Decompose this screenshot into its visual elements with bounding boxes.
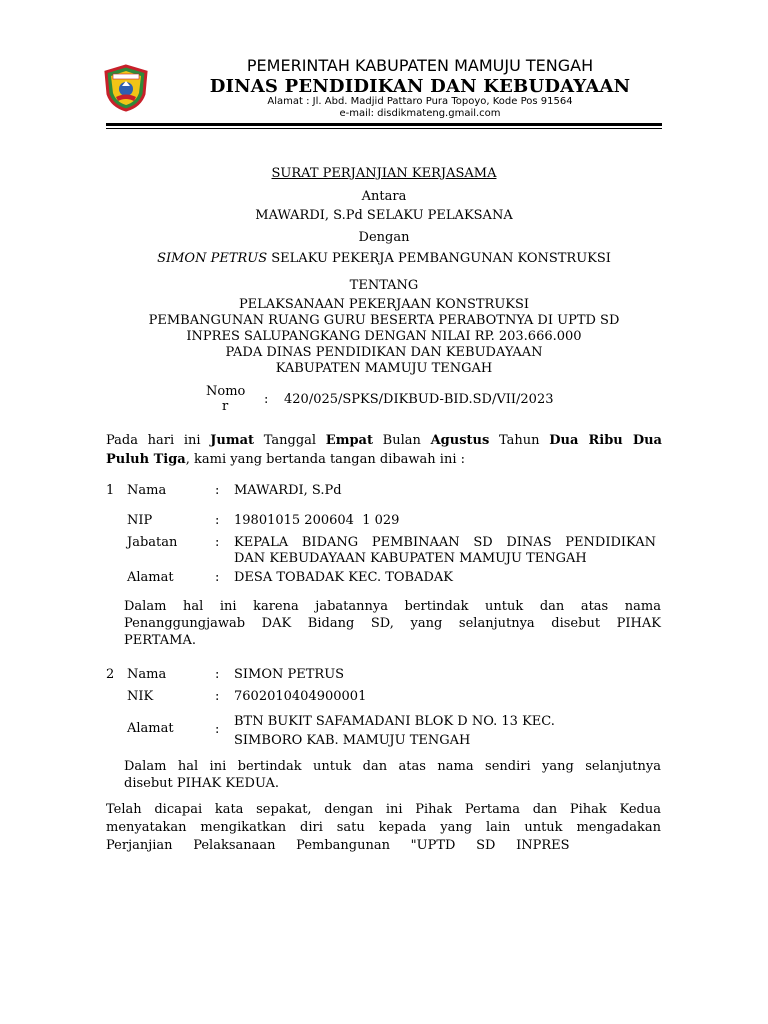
nomor-label — [206, 384, 245, 414]
intro-date: Empat — [325, 433, 373, 448]
party1-value-jabatan — [234, 535, 656, 567]
letterhead-rule-thin — [106, 128, 662, 129]
intro-year-cont: Puluh Tiga — [106, 452, 186, 467]
party1-colon: : — [215, 513, 220, 528]
party1-paragraph — [124, 598, 661, 649]
party2-colon: : — [215, 667, 220, 682]
office-email: e-mail: disdikmateng.gmail.com — [339, 108, 501, 119]
intro-text: Bulan — [372, 433, 431, 448]
subject-line: PEMBANGUNAN RUANG GURU BESERTA PERABOTNYA DI UPTD SD — [148, 313, 620, 328]
intro-year: Dua Ribu Dua — [549, 433, 662, 448]
intro-text: Tanggal — [254, 433, 326, 448]
party1-label-nip: NIP — [127, 513, 153, 528]
party1-label-jabatan: Jabatan — [127, 535, 178, 550]
jabatan-line: DAN KEBUDAYAAN KABUPATEN MAMUJU TENGAH — [234, 551, 587, 566]
intro-text: Tahun — [489, 433, 550, 448]
party2-paragraph — [124, 758, 661, 792]
party1-value-name: MAWARDI, S.Pd — [234, 483, 342, 498]
party2-heading — [0, 251, 768, 266]
subject-line: INPRES SALUPANGKANG DENGAN NILAI RP. 203.666.000 — [186, 329, 582, 344]
party2-label-name: Nama — [127, 667, 167, 682]
nomor-colon: : — [264, 392, 269, 407]
closing-paragraph — [106, 801, 661, 855]
party1-label-alamat: Alamat — [127, 570, 174, 585]
subject-line: PELAKSANAAN PEKERJAAN KONSTRUKSI — [238, 297, 530, 312]
party2-value-name: SIMON PETRUS — [234, 667, 345, 682]
paragraph-line: Dalam hal ini karena jabatannya bertindak untuk dan atas nama — [124, 599, 661, 614]
party2-colon: : — [215, 722, 220, 737]
intro-line — [106, 450, 662, 469]
jabatan-line: KEPALA BIDANG PEMBINAAN SD DINAS PENDIDIKAN — [234, 535, 656, 550]
party2-colon: : — [215, 689, 220, 704]
party2-label-nik: NIK — [127, 689, 154, 704]
party1-label-name: Nama — [127, 483, 167, 498]
paragraph-line: Perjanjian Pelaksanaan Pembangunan "UPTD SD INPRES — [106, 838, 570, 853]
party2-number: 2 — [106, 667, 115, 682]
regency-logo — [104, 64, 148, 112]
paragraph-line: disebut PIHAK KEDUA. — [124, 776, 280, 791]
alamat-line: BTN BUKIT SAFAMADANI BLOK D NO. 13 KEC. — [234, 714, 555, 729]
government-name: PEMERINTAH KABUPATEN MAMUJU TENGAH — [246, 56, 594, 75]
alamat-line: SIMBORO KAB. MAMUJU TENGAH — [234, 733, 471, 748]
party2-heading-name: SIMON PETRUS — [157, 251, 268, 266]
party1-number: 1 — [106, 483, 115, 498]
intro-paragraph — [106, 431, 662, 469]
intro-text: , kami yang bertanda tangan dibawah ini : — [185, 452, 466, 467]
nomor-value: 420/025/SPKS/DIKBUD-BID.SD/VII/2023 — [284, 392, 554, 407]
party2-heading-role: SELAKU PEKERJA PEMBANGUNAN KONSTRUKSI — [267, 251, 611, 266]
paragraph-line: Telah dicapai kata sepakat, dengan ini Pihak Pertama dan Pihak Kedua — [106, 802, 661, 817]
subject-line: KABUPATEN MAMUJU TENGAH — [275, 361, 493, 376]
paragraph-line: Penanggungjawab DAK Bidang SD, yang selanjutnya disebut PIHAK — [124, 616, 661, 631]
document-title: SURAT PERJANJIAN KERJASAMA — [271, 166, 497, 181]
subject-line: PADA DINAS PENDIDIKAN DAN KEBUDAYAAN — [225, 345, 543, 360]
party1-colon: : — [215, 535, 220, 550]
party1-colon: : — [215, 483, 220, 498]
letterhead-rule-thick — [106, 123, 662, 126]
intro-text: Pada hari ini — [106, 433, 211, 448]
intro-month: Agustus — [430, 433, 490, 448]
intro-day: Jumat — [210, 433, 255, 448]
party1-value-nip: 19801015 200604 1 029 — [234, 513, 400, 528]
office-address: Alamat : Jl. Abd. Madjid Pattaro Pura Topoyo, Kode Pos 91564 — [267, 96, 573, 107]
office-name: DINAS PENDIDIKAN DAN KEBUDAYAAN — [209, 76, 631, 97]
party2-value-nik: 7602010404900001 — [234, 689, 367, 704]
party2-label-alamat: Alamat — [127, 721, 174, 736]
paragraph-line: menyatakan mengikatkan diri satu kepada yang lain untuk mengadakan — [106, 820, 661, 835]
paragraph-line: Dalam hal ini bertindak untuk dan atas nama sendiri yang selanjutnya — [124, 759, 661, 774]
intro-line — [106, 431, 662, 450]
party1-heading: MAWARDI, S.Pd SELAKU PELAKSANA — [255, 208, 513, 223]
party1-colon: : — [215, 570, 220, 585]
paragraph-line: PERTAMA. — [124, 633, 196, 648]
party1-value-alamat: DESA TOBADAK KEC. TOBADAK — [234, 570, 454, 585]
tentang-label: TENTANG — [349, 278, 419, 293]
dengan-label: Dengan — [358, 230, 410, 245]
nomor-label-part: Nomo — [206, 384, 246, 399]
nomor-label-part: r — [222, 399, 229, 414]
party2-value-alamat — [234, 712, 555, 750]
subject-block — [0, 297, 768, 377]
antara-label: Antara — [361, 189, 407, 204]
